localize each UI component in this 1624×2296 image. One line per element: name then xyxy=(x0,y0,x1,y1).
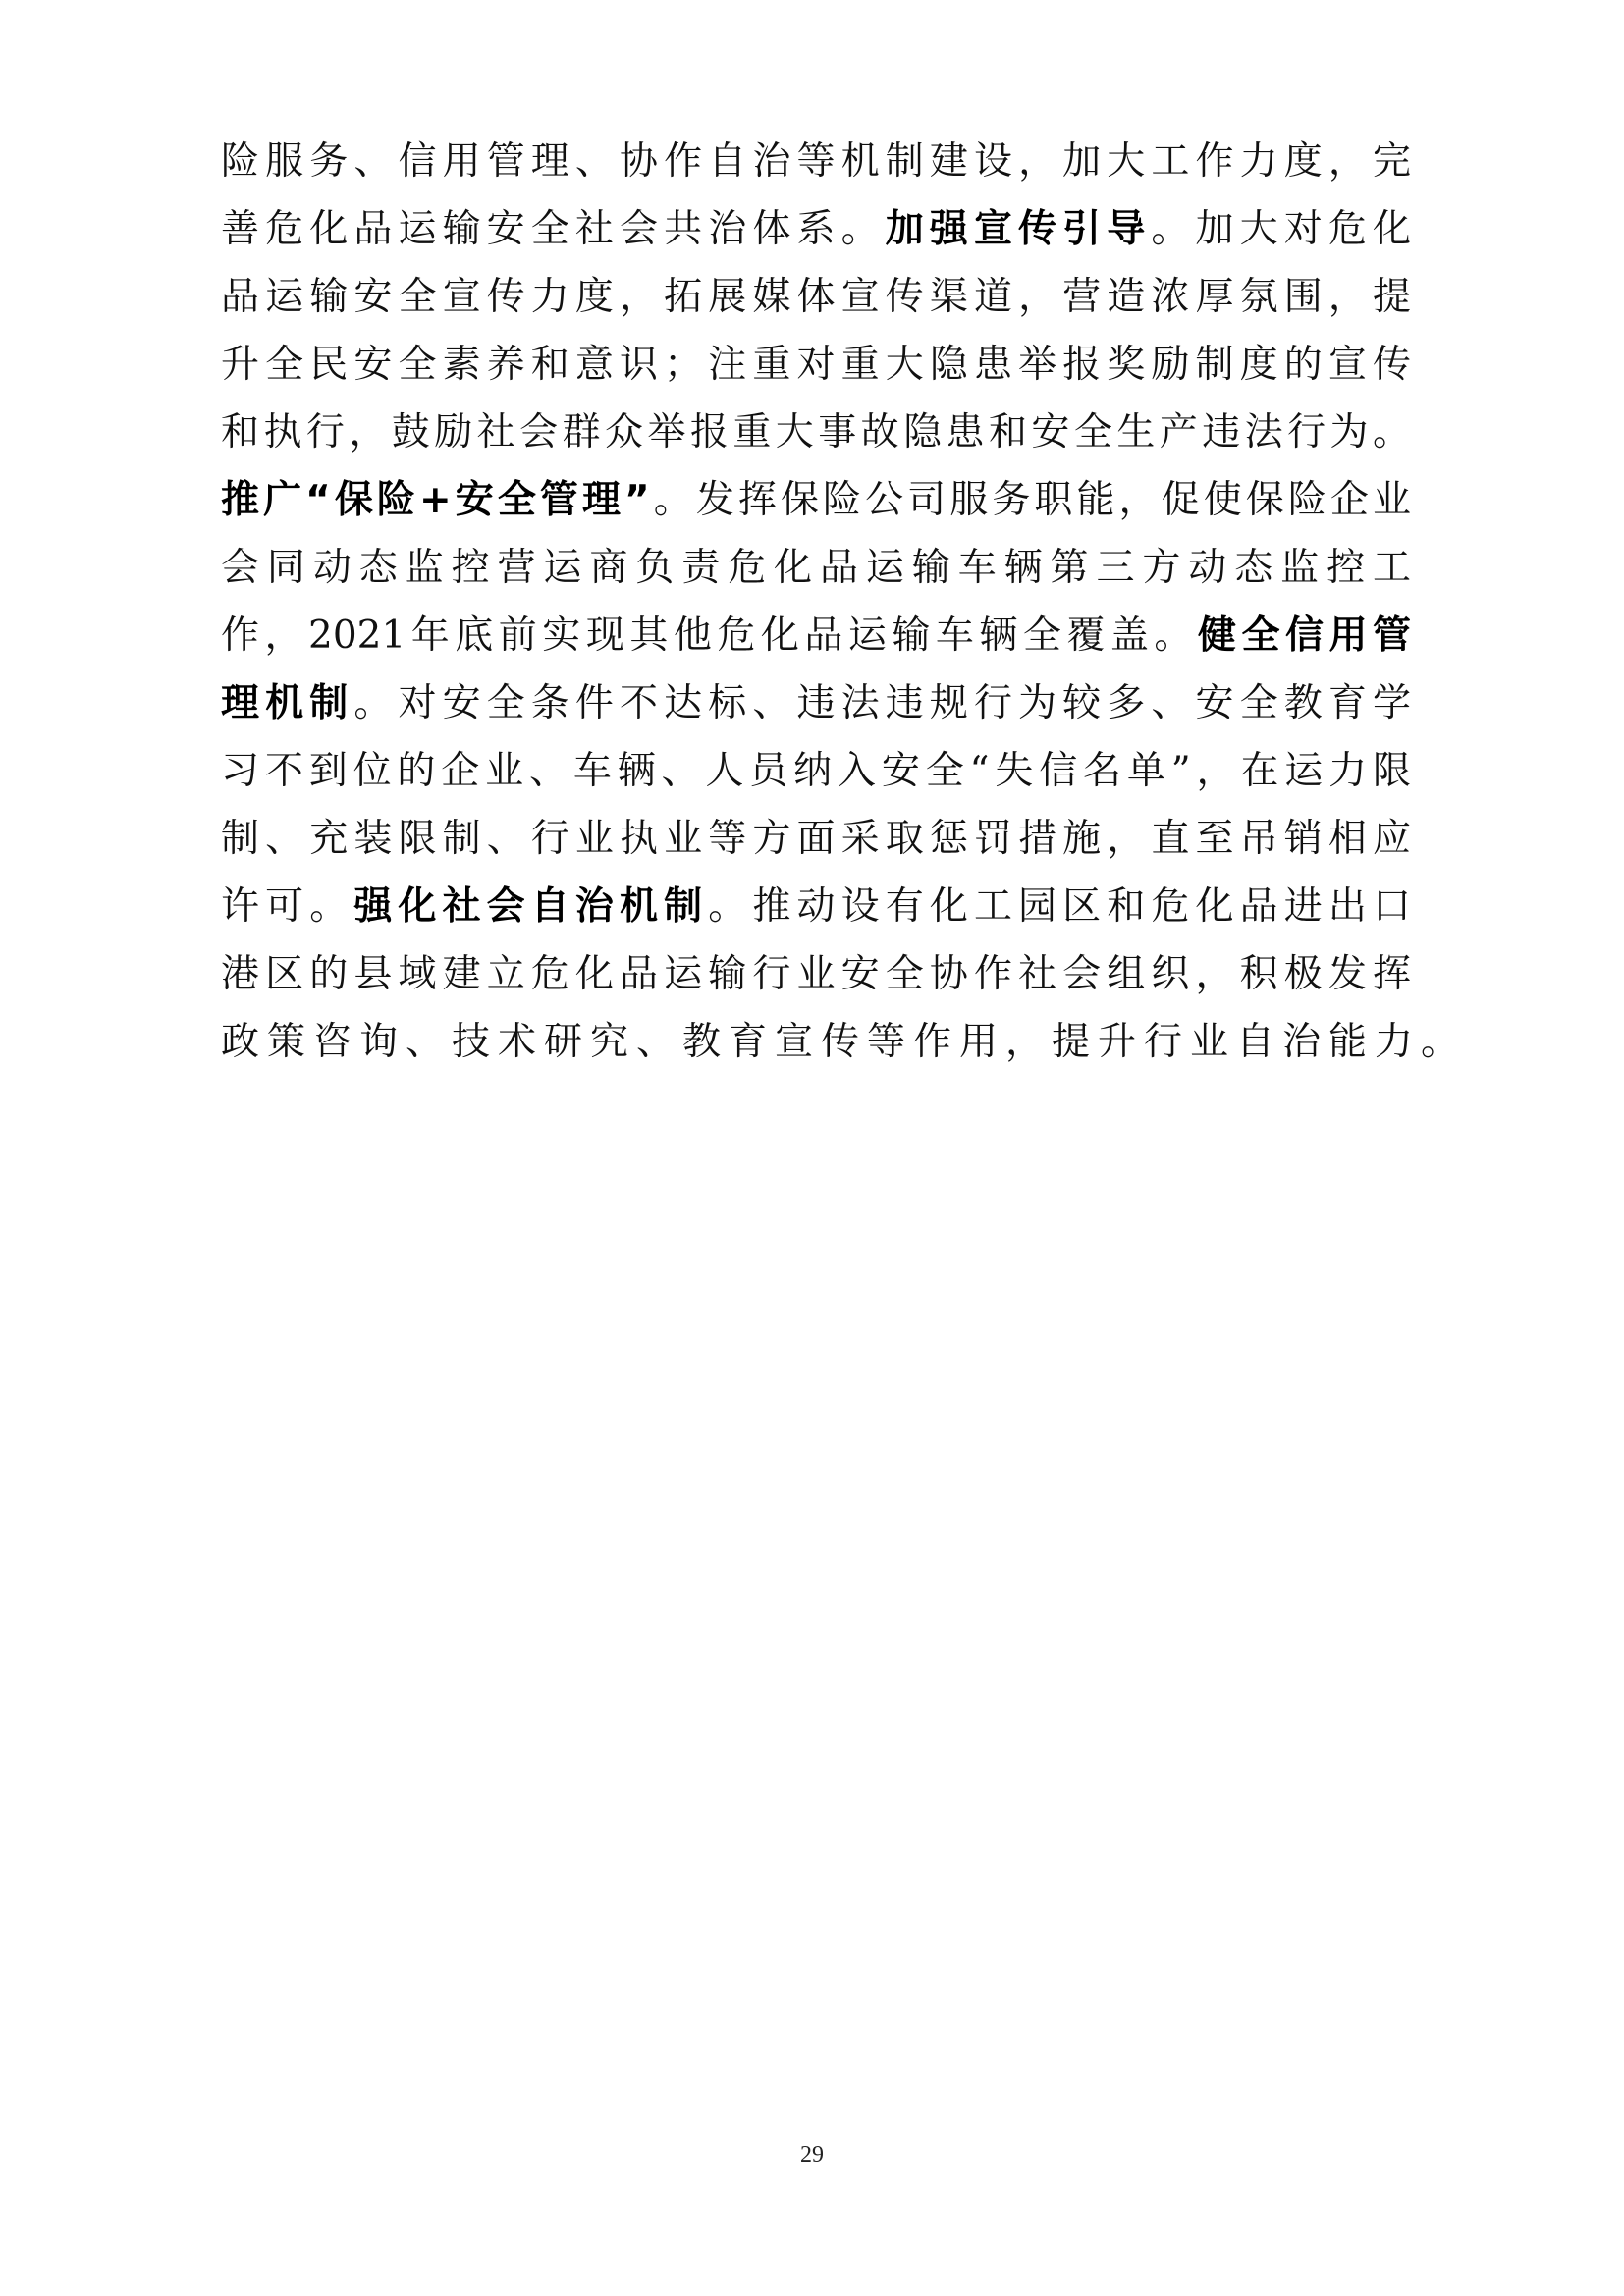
bold-heading: 推广“保险+安全管理” xyxy=(221,478,650,522)
text-run: 。推动设有化工园区和危化品进出口 xyxy=(708,884,1411,929)
text-line xyxy=(221,736,1411,807)
text-run: 险服务、信用管理、协作自治等机制建设，加大工作力度，完 xyxy=(221,139,1411,184)
bold-heading: 理机制 xyxy=(221,681,354,725)
page-number: 29 xyxy=(800,2142,824,2167)
text-run: 。对安全条件不达标、违法违规行为较多、安全教育学 xyxy=(353,681,1411,725)
text-line xyxy=(221,533,1411,604)
text-line xyxy=(221,1007,1468,1078)
text-run: 和执行，鼓励社会群众举报重大事故隐患和安全生产违法行为。 xyxy=(221,410,1411,454)
text-run: 升全民安全素养和意识；注重对重大隐患举报奖励制度的宣传 xyxy=(221,343,1411,387)
text-run: 善危化品运输安全社会共治体系。 xyxy=(221,207,886,251)
text-run: 品运输安全宣传力度，拓展媒体宣传渠道，营造浓厚氛围，提 xyxy=(221,275,1411,319)
bold-heading: 健全信用管 xyxy=(1197,614,1411,658)
text-run: 习不到位的企业、车辆、人员纳入安全“失信名单”，在运力限 xyxy=(221,749,1411,793)
text-line xyxy=(221,668,1411,739)
text-line xyxy=(221,465,1411,536)
text-run: 港区的县域建立危化品运输行业安全协作社会组织，积极发挥 xyxy=(221,952,1411,996)
bold-heading: 加强宣传引导 xyxy=(885,207,1152,251)
text-run: 会同动态监控营运商负责危化品运输车辆第三方动态监控工 xyxy=(221,546,1411,590)
text-line xyxy=(221,127,1411,197)
bold-heading: 强化社会自治机制 xyxy=(353,884,709,929)
text-line xyxy=(221,804,1411,875)
text-run: 许可。 xyxy=(221,884,354,929)
text-line xyxy=(221,939,1411,1010)
text-run: 制、充装限制、行业执业等方面采取惩罚措施，直至吊销相应 xyxy=(221,817,1411,861)
text-run: 。加大对危化 xyxy=(1151,207,1411,251)
text-line xyxy=(221,398,1411,468)
text-line xyxy=(221,601,1411,671)
text-run: 。发挥保险公司服务职能，促使保险企业 xyxy=(649,478,1411,522)
text-run: 政策咨询、技术研究、教育宣传等作用，提升行业自治能力。 xyxy=(221,1020,1468,1064)
text-run: 作，2021年底前实现其他危化品运输车辆全覆盖。 xyxy=(221,614,1198,658)
text-line xyxy=(221,872,1411,942)
text-line xyxy=(221,262,1411,333)
text-line xyxy=(221,330,1411,400)
text-line xyxy=(221,194,1411,265)
